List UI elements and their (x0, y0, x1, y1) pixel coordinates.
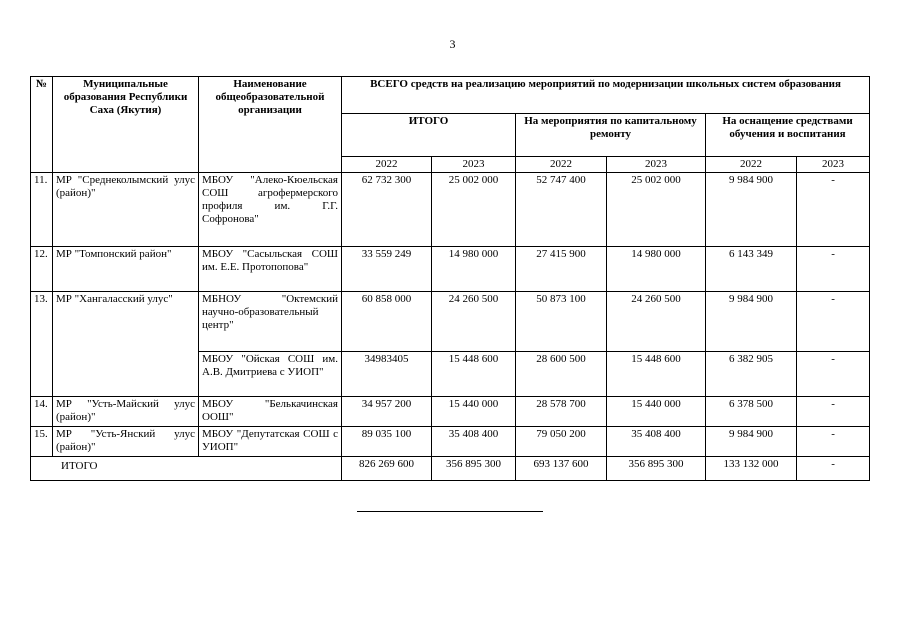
header-capital-repair: На мероприятия по капитальному ремонту (516, 114, 706, 157)
value-cell: 24 260 500 (607, 292, 706, 352)
header-year: 2022 (342, 157, 432, 173)
organization-cell: МБНОУ "Октемский научно-образовательный центр" (199, 292, 342, 352)
value-cell: - (797, 247, 870, 292)
header-year: 2022 (706, 157, 797, 173)
value-cell: 6 382 905 (706, 352, 797, 397)
header-total-group: ВСЕГО средств на реализацию мероприятий по модернизации школьных систем образования (342, 77, 870, 114)
total-value-cell: 693 137 600 (516, 457, 607, 481)
end-rule (357, 511, 543, 512)
value-cell: 9 984 900 (706, 173, 797, 247)
value-cell: - (797, 292, 870, 352)
total-value-cell: 826 269 600 (342, 457, 432, 481)
header-organization: Наименование общеобразовательной организации (199, 77, 342, 173)
value-cell: 14 980 000 (432, 247, 516, 292)
funding-table (30, 76, 870, 481)
row-number: 11. (31, 173, 53, 247)
page-number: 3 (449, 37, 456, 51)
municipality-cell: МР "Усть-Янский улус (район)" (53, 427, 199, 457)
value-cell: 25 002 000 (432, 173, 516, 247)
value-cell: 6 143 349 (706, 247, 797, 292)
total-value-cell: 133 132 000 (706, 457, 797, 481)
value-cell: 15 440 000 (607, 397, 706, 427)
organization-cell: МБОУ "Алеко-Кюельская СОШ агрофермерского профиля им. Г.Г. Софронова" (199, 173, 342, 247)
value-cell: 62 732 300 (342, 173, 432, 247)
table-row (31, 292, 870, 352)
header-year: 2023 (797, 157, 870, 173)
value-cell: 33 559 249 (342, 247, 432, 292)
value-cell: 15 448 600 (607, 352, 706, 397)
header-equipment: На оснащение средствами обучения и воспитания (706, 114, 870, 157)
value-cell: 9 984 900 (706, 292, 797, 352)
organization-cell: МБОУ "Депутатская СОШ с УИОП" (199, 427, 342, 457)
organization-cell: МБОУ "Сасыльская СОШ им. Е.Е. Протопопова" (199, 247, 342, 292)
header-year: 2023 (432, 157, 516, 173)
value-cell: 79 050 200 (516, 427, 607, 457)
value-cell: 35 408 400 (607, 427, 706, 457)
value-cell: 28 578 700 (516, 397, 607, 427)
municipality-cell: МР "Среднеколымский улус (район)" (53, 173, 199, 247)
header-num: № (31, 77, 53, 173)
table-row (31, 427, 870, 457)
total-value-cell: 356 895 300 (607, 457, 706, 481)
value-cell: - (797, 352, 870, 397)
header-municipality: Муниципальные образования Республики Саха (Якутия) (53, 77, 199, 173)
value-cell: - (797, 427, 870, 457)
organization-cell: МБОУ "Белькачинская ООШ" (199, 397, 342, 427)
value-cell: 15 440 000 (432, 397, 516, 427)
value-cell: 34983405 (342, 352, 432, 397)
table-row (31, 247, 870, 292)
value-cell: 25 002 000 (607, 173, 706, 247)
total-value-cell: - (797, 457, 870, 481)
value-cell: 60 858 000 (342, 292, 432, 352)
value-cell: 27 415 900 (516, 247, 607, 292)
header-year: 2022 (516, 157, 607, 173)
value-cell: 35 408 400 (432, 427, 516, 457)
organization-cell: МБОУ "Ойская СОШ им. А.В. Дмитриева с УИОП" (199, 352, 342, 397)
value-cell: 50 873 100 (516, 292, 607, 352)
total-row (31, 457, 870, 481)
value-cell: 6 378 500 (706, 397, 797, 427)
value-cell: 52 747 400 (516, 173, 607, 247)
municipality-cell: МР "Хангаласский улус" (53, 292, 199, 397)
value-cell: 34 957 200 (342, 397, 432, 427)
value-cell: 24 260 500 (432, 292, 516, 352)
header-year: 2023 (607, 157, 706, 173)
table-row (31, 173, 870, 247)
municipality-cell: МР "Усть-Майский улус (район)" (53, 397, 199, 427)
value-cell: 14 980 000 (607, 247, 706, 292)
value-cell: 15 448 600 (432, 352, 516, 397)
total-label: ИТОГО (31, 457, 342, 481)
header-itogo: ИТОГО (342, 114, 516, 157)
row-number: 15. (31, 427, 53, 457)
value-cell: - (797, 173, 870, 247)
value-cell: 9 984 900 (706, 427, 797, 457)
municipality-cell: МР "Томпонский район" (53, 247, 199, 292)
row-number: 13. (31, 292, 53, 397)
value-cell: 89 035 100 (342, 427, 432, 457)
row-number: 12. (31, 247, 53, 292)
row-number: 14. (31, 397, 53, 427)
value-cell: 28 600 500 (516, 352, 607, 397)
value-cell: - (797, 397, 870, 427)
table-row (31, 397, 870, 427)
total-value-cell: 356 895 300 (432, 457, 516, 481)
